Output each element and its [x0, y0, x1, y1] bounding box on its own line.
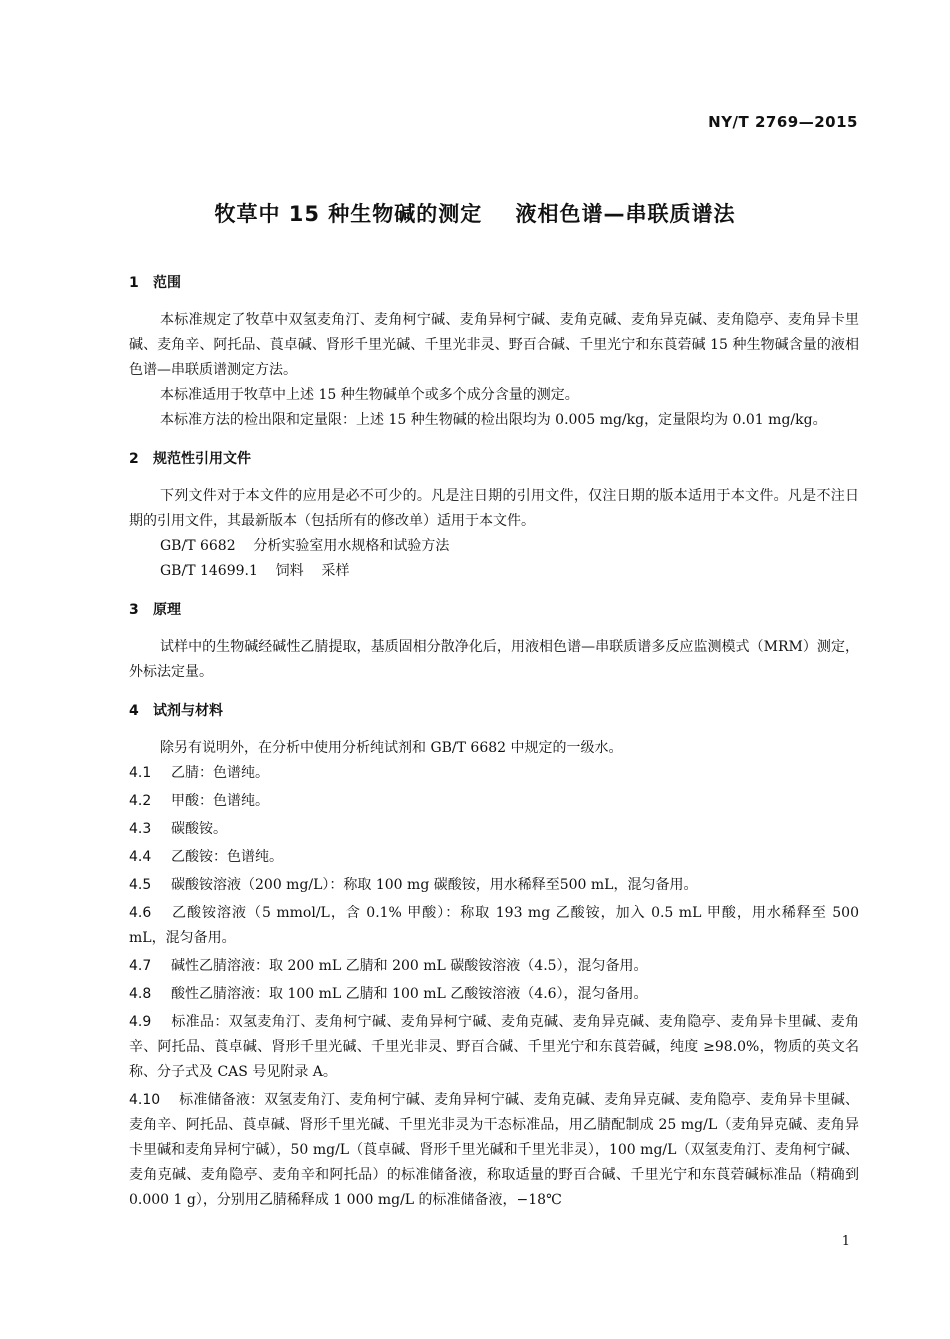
clause-number: 4.10	[129, 1092, 161, 1108]
clause-text: 标准储备液：双氢麦角汀、麦角柯宁碱、麦角异柯宁碱、麦角克碱、麦角异克碱、麦角隐亭、麦角异卡里碱、麦角辛、阿托品、莨卓碱、肾形千里光碱、千里光非灵为干态标准品，用乙腈配制成 25 mg/L（麦角异克碱、麦角异卡里碱和麦角异柯宁碱），50 mg/L（莨卓碱、肾形千里光碱和千里光非灵），100 mg/L（双氢麦角汀、麦角柯宁碱、麦角克碱、麦角隐亭、麦角辛和阿托品）的标准储备液，称取适量的野百合碱、千里光宁和东莨菪碱标准品（精确到 0.000 1 g），分别用乙腈稀释成 1 000 mg/L 的标准储备液，−18℃	[129, 1092, 859, 1208]
section-title: 原理	[153, 602, 181, 618]
clause-number: 4.9	[129, 1014, 152, 1030]
clause-item	[129, 817, 859, 842]
clause-item	[129, 845, 859, 870]
clause-number: 4.5	[129, 877, 152, 893]
clause-item	[129, 901, 859, 951]
clause-number: 4.7	[129, 958, 152, 974]
section-title: 范围	[153, 275, 181, 291]
reference-item: GB/T 6682 分析实验室用水规格和试验方法	[160, 538, 450, 554]
section-title: 规范性引用文件	[153, 451, 251, 467]
page-number: 1	[841, 1234, 850, 1249]
clause-item	[129, 1088, 859, 1213]
section-reagents	[129, 698, 859, 1213]
section-normative-references	[129, 446, 859, 584]
clause-text: 碳酸铵溶液（200 mg/L）：称取 100 mg 碳酸铵，用水稀释至500 mL，混匀备用。	[171, 877, 698, 893]
section-heading	[129, 446, 859, 472]
section-number: 4	[129, 703, 139, 719]
clause-item	[129, 761, 859, 786]
clause-item	[129, 873, 859, 898]
paragraph: 下列文件对于本文件的应用是必不可少的。凡是注日期的引用文件，仅注日期的版本适用于本文件。凡是不注日期的引用文件，其最新版本（包括所有的修改单）适用于本文件。	[129, 488, 859, 529]
paragraph: 试样中的生物碱经碱性乙腈提取，基质固相分散净化后，用液相色谱—串联质谱多反应监测模式（MRM）测定，外标法定量。	[129, 639, 859, 680]
document-body	[129, 270, 859, 1226]
clause-text: 标准品：双氢麦角汀、麦角柯宁碱、麦角异柯宁碱、麦角克碱、麦角异克碱、麦角隐亭、麦角异卡里碱、麦角辛、阿托品、莨卓碱、肾形千里光碱、千里光非灵、野百合碱、千里光宁和东莨菪碱，纯度 ≥98.0%，物质的英文名称、分子式及 CAS 号见附录 A。	[129, 1014, 859, 1080]
section-heading	[129, 698, 859, 724]
clause-number: 4.3	[129, 821, 152, 837]
clause-number: 4.8	[129, 986, 152, 1002]
reference-item: GB/T 14699.1 饲料 采样	[160, 563, 350, 579]
paragraph: 本标准适用于牧草中上述 15 种生物碱单个或多个成分含量的测定。	[160, 387, 579, 403]
clause-text: 碱性乙腈溶液：取 200 mL 乙腈和 200 mL 碳酸铵溶液（4.5），混匀备用。	[171, 958, 648, 974]
section-heading	[129, 270, 859, 296]
clause-number: 4.2	[129, 793, 152, 809]
section-scope	[129, 270, 859, 433]
section-number: 3	[129, 602, 139, 618]
clause-item	[129, 1010, 859, 1085]
clause-number: 4.4	[129, 849, 152, 865]
paragraph: 本标准规定了牧草中双氢麦角汀、麦角柯宁碱、麦角异柯宁碱、麦角克碱、麦角异克碱、麦角隐亭、麦角异卡里碱、麦角辛、阿托品、莨卓碱、肾形千里光碱、千里光非灵、野百合碱、千里光宁和东莨菪碱 15 种生物碱含量的液相色谱—串联质谱测定方法。	[129, 312, 859, 378]
paragraph: 本标准方法的检出限和定量限：上述 15 种生物碱的检出限均为 0.005 mg/kg，定量限均为 0.01 mg/kg。	[160, 412, 827, 428]
clause-item	[129, 954, 859, 979]
clause-item	[129, 982, 859, 1007]
clause-text: 乙酸铵溶液（5 mmol/L，含 0.1% 甲酸）：称取 193 mg 乙酸铵，加入 0.5 mL 甲酸，用水稀释至 500 mL，混匀备用。	[129, 905, 859, 946]
clause-number: 4.1	[129, 765, 152, 781]
standard-code: NY/T 2769—2015	[708, 113, 858, 131]
section-number: 2	[129, 451, 139, 467]
section-title: 试剂与材料	[153, 703, 223, 719]
clause-text: 乙腈：色谱纯。	[171, 765, 269, 781]
clause-number: 4.6	[129, 905, 152, 921]
document-title: 牧草中 15 种生物碱的测定 液相色谱—串联质谱法	[214, 202, 736, 226]
clause-text: 乙酸铵：色谱纯。	[171, 849, 283, 865]
clause-item	[129, 789, 859, 814]
clause-text: 酸性乙腈溶液：取 100 mL 乙腈和 100 mL 乙酸铵溶液（4.6），混匀备用。	[171, 986, 648, 1002]
clause-text: 碳酸铵。	[171, 821, 227, 837]
clause-text: 甲酸：色谱纯。	[171, 793, 269, 809]
section-heading	[129, 597, 859, 623]
section-principle	[129, 597, 859, 685]
section-number: 1	[129, 275, 139, 291]
paragraph: 除另有说明外，在分析中使用分析纯试剂和 GB/T 6682 中规定的一级水。	[160, 740, 623, 756]
